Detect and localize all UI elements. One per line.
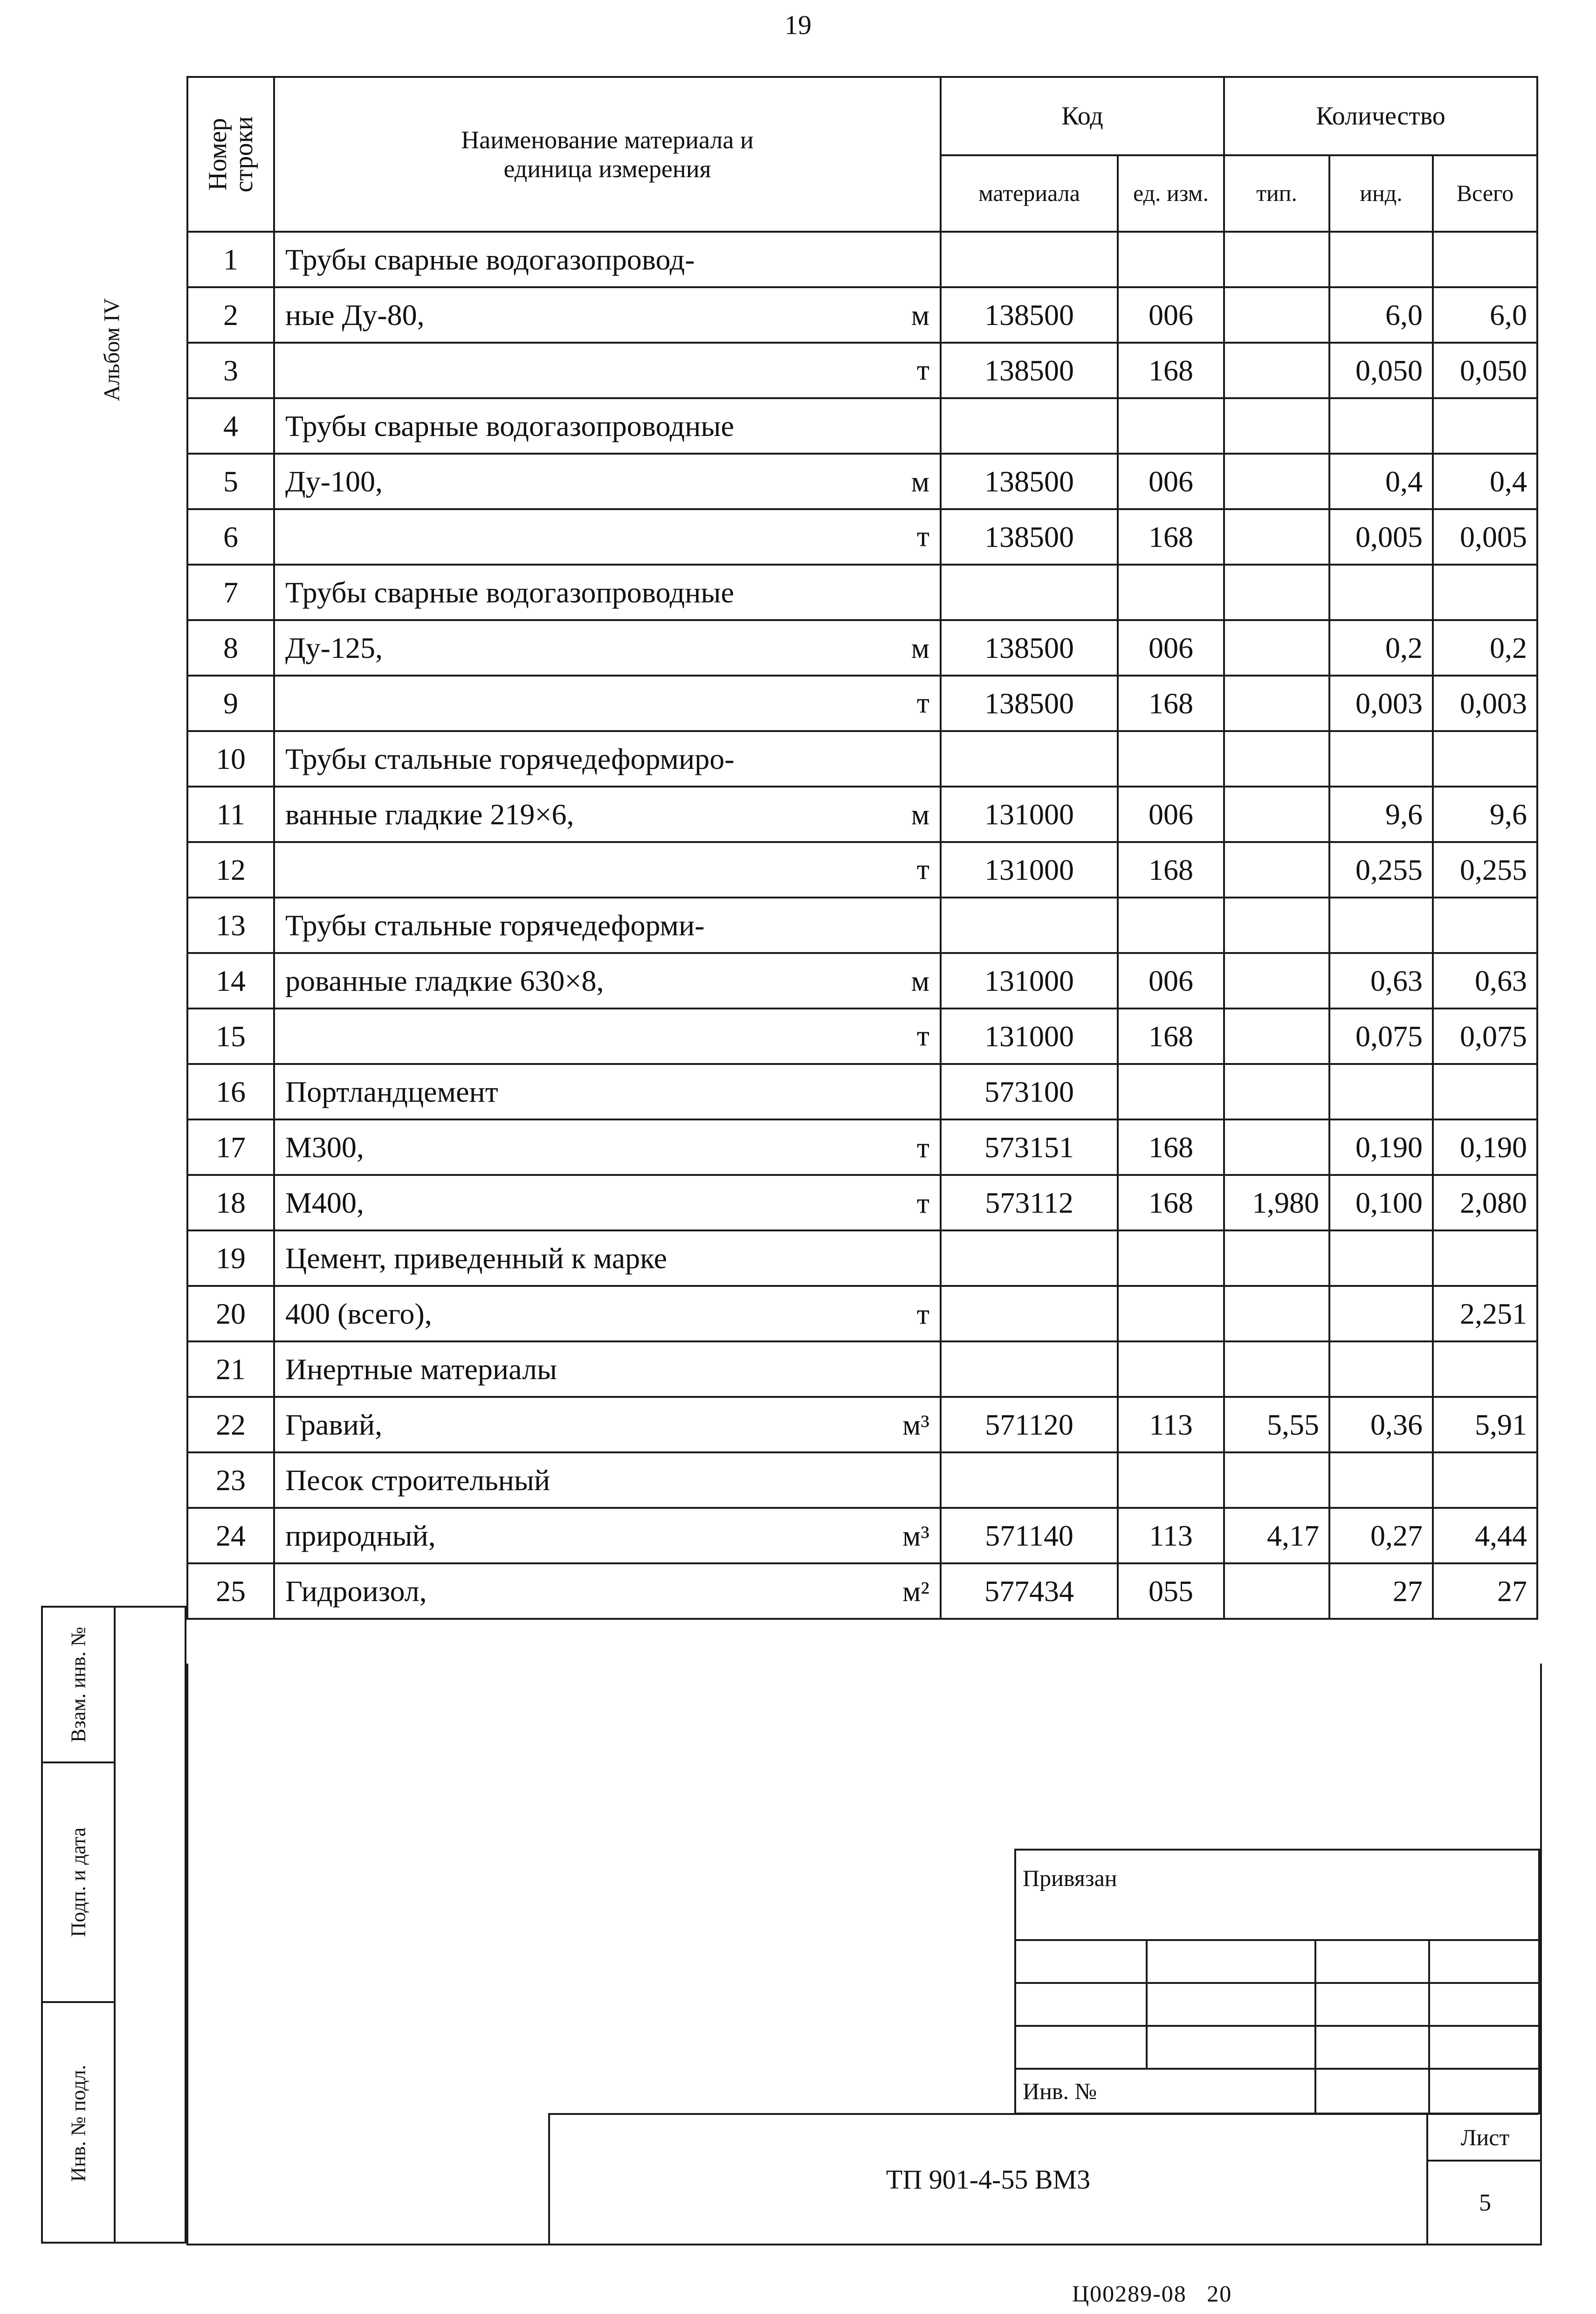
qty-total: 0,003 bbox=[1433, 676, 1537, 731]
material-name-cell bbox=[274, 398, 941, 454]
table-row bbox=[187, 676, 1537, 731]
stamp-cell bbox=[1147, 1983, 1315, 2026]
material-name: М300, bbox=[285, 1130, 364, 1164]
qty-total: 5,91 bbox=[1433, 1397, 1537, 1452]
qty-ind bbox=[1329, 898, 1433, 953]
footer-code: Ц00289-08 20 bbox=[1072, 2280, 1232, 2307]
row-number: 25 bbox=[187, 1563, 274, 1619]
row-number: 5 bbox=[187, 454, 274, 509]
qty-total: 0,190 bbox=[1433, 1119, 1537, 1175]
material-name-cell bbox=[274, 1397, 941, 1452]
table-row bbox=[187, 787, 1537, 842]
qty-total bbox=[1433, 1452, 1537, 1508]
unit-code bbox=[1118, 1064, 1224, 1119]
qty-ind: 0,075 bbox=[1329, 1008, 1433, 1064]
material-code: 131000 bbox=[941, 842, 1118, 898]
stamp-cell bbox=[1315, 2026, 1429, 2069]
unit-code: 006 bbox=[1118, 620, 1224, 676]
table-row bbox=[187, 1452, 1537, 1508]
qty-total: 4,44 bbox=[1433, 1508, 1537, 1563]
material-name: М400, bbox=[285, 1186, 364, 1219]
material-name: Гидроизол, bbox=[285, 1574, 427, 1608]
qty-typ bbox=[1224, 787, 1329, 842]
material-code: 573151 bbox=[941, 1119, 1118, 1175]
qty-ind bbox=[1329, 398, 1433, 454]
material-name-cell bbox=[274, 1508, 941, 1563]
side-strip bbox=[41, 1606, 186, 2244]
material-code bbox=[941, 731, 1118, 787]
row-number: 24 bbox=[187, 1508, 274, 1563]
material-code: 577434 bbox=[941, 1563, 1118, 1619]
qty-total bbox=[1433, 565, 1537, 620]
material-unit: м bbox=[911, 965, 929, 997]
table-row bbox=[187, 509, 1537, 565]
material-code bbox=[941, 565, 1118, 620]
stamp-cell bbox=[1315, 2069, 1429, 2114]
qty-typ bbox=[1224, 1452, 1329, 1508]
qty-typ bbox=[1224, 731, 1329, 787]
table-row bbox=[187, 1397, 1537, 1452]
qty-ind: 0,4 bbox=[1329, 454, 1433, 509]
material-name: Трубы сварные водогазопроводные bbox=[285, 575, 734, 609]
header-material-name: Наименование материала и единица измерения bbox=[274, 77, 941, 232]
qty-total bbox=[1433, 731, 1537, 787]
material-name: Трубы сварные водогазопроводные bbox=[285, 409, 734, 442]
material-code bbox=[941, 1286, 1118, 1341]
material-name-cell bbox=[274, 1230, 941, 1286]
side-strip-inv-podl: Инв. № подл. bbox=[67, 2065, 90, 2182]
material-unit: т bbox=[916, 854, 929, 885]
qty-total: 0,63 bbox=[1433, 953, 1537, 1008]
material-name: Гравий, bbox=[285, 1408, 383, 1441]
material-unit: м bbox=[911, 799, 929, 831]
material-name-cell bbox=[274, 1175, 941, 1230]
header-quantity: Количество bbox=[1224, 77, 1537, 155]
row-number: 7 bbox=[187, 565, 274, 620]
material-name: Цемент, приведенный к марке bbox=[285, 1241, 667, 1275]
material-unit: т bbox=[916, 1132, 929, 1164]
unit-code: 006 bbox=[1118, 287, 1224, 343]
material-name: Ду-125, bbox=[285, 631, 383, 664]
qty-ind: 0,100 bbox=[1329, 1175, 1433, 1230]
row-number: 8 bbox=[187, 620, 274, 676]
material-code: 138500 bbox=[941, 343, 1118, 398]
qty-total: 2,080 bbox=[1433, 1175, 1537, 1230]
unit-code: 168 bbox=[1118, 1008, 1224, 1064]
qty-typ bbox=[1224, 1119, 1329, 1175]
materials-table-body bbox=[187, 232, 1537, 1619]
material-name-cell bbox=[274, 287, 941, 343]
unit-code bbox=[1118, 1341, 1224, 1397]
material-code: 571120 bbox=[941, 1397, 1118, 1452]
qty-ind: 0,63 bbox=[1329, 953, 1433, 1008]
material-name: Трубы стальные горячедеформи- bbox=[285, 908, 705, 942]
material-name-cell bbox=[274, 731, 941, 787]
material-code bbox=[941, 398, 1118, 454]
material-name-cell bbox=[274, 842, 941, 898]
unit-code: 168 bbox=[1118, 1119, 1224, 1175]
material-code bbox=[941, 1230, 1118, 1286]
material-name-cell bbox=[274, 232, 941, 287]
qty-typ bbox=[1224, 232, 1329, 287]
material-name-cell bbox=[274, 1286, 941, 1341]
qty-ind bbox=[1329, 1286, 1433, 1341]
unit-code: 006 bbox=[1118, 787, 1224, 842]
stamp-cell bbox=[1315, 1983, 1429, 2026]
material-name-cell bbox=[274, 898, 941, 953]
material-name: рованные гладкие 630×8, bbox=[285, 964, 604, 997]
unit-code bbox=[1118, 1286, 1224, 1341]
qty-typ bbox=[1224, 454, 1329, 509]
table-row bbox=[187, 620, 1537, 676]
qty-total: 6,0 bbox=[1433, 287, 1537, 343]
table-row bbox=[187, 842, 1537, 898]
material-name-cell bbox=[274, 509, 941, 565]
row-number: 14 bbox=[187, 953, 274, 1008]
row-number: 11 bbox=[187, 787, 274, 842]
qty-ind: 0,190 bbox=[1329, 1119, 1433, 1175]
qty-ind: 0,005 bbox=[1329, 509, 1433, 565]
table-row bbox=[187, 565, 1537, 620]
unit-code bbox=[1118, 1230, 1224, 1286]
material-name: Песок строительный bbox=[285, 1463, 550, 1497]
material-unit: т bbox=[916, 521, 929, 553]
qty-ind bbox=[1329, 1452, 1433, 1508]
unit-code bbox=[1118, 565, 1224, 620]
material-code bbox=[941, 1341, 1118, 1397]
material-code: 573112 bbox=[941, 1175, 1118, 1230]
qty-ind bbox=[1329, 1230, 1433, 1286]
table-row bbox=[187, 287, 1537, 343]
row-number: 20 bbox=[187, 1286, 274, 1341]
unit-code: 055 bbox=[1118, 1563, 1224, 1619]
material-name: Трубы стальные горячедеформиро- bbox=[285, 742, 735, 775]
table-row bbox=[187, 1175, 1537, 1230]
qty-total: 9,6 bbox=[1433, 787, 1537, 842]
side-strip-podp-data: Подп. и дата bbox=[43, 1763, 114, 2003]
unit-code: 113 bbox=[1118, 1508, 1224, 1563]
qty-typ bbox=[1224, 1008, 1329, 1064]
qty-typ bbox=[1224, 620, 1329, 676]
unit-code: 006 bbox=[1118, 953, 1224, 1008]
qty-ind: 0,2 bbox=[1329, 620, 1433, 676]
sheet-number: 5 bbox=[1479, 2189, 1491, 2216]
qty-typ bbox=[1224, 1286, 1329, 1341]
row-number: 1 bbox=[187, 232, 274, 287]
table-row bbox=[187, 1563, 1537, 1619]
row-number: 12 bbox=[187, 842, 274, 898]
sheet-label: Лист bbox=[1428, 2115, 1542, 2162]
table-row bbox=[187, 454, 1537, 509]
qty-total bbox=[1433, 398, 1537, 454]
qty-typ bbox=[1224, 953, 1329, 1008]
materials-table bbox=[186, 76, 1538, 1620]
qty-total: 0,005 bbox=[1433, 509, 1537, 565]
qty-typ: 4,17 bbox=[1224, 1508, 1329, 1563]
qty-total: 0,075 bbox=[1433, 1008, 1537, 1064]
qty-ind: 0,27 bbox=[1329, 1508, 1433, 1563]
unit-code: 168 bbox=[1118, 509, 1224, 565]
stamp-cell bbox=[1015, 1940, 1147, 1983]
unit-code: 006 bbox=[1118, 454, 1224, 509]
qty-typ bbox=[1224, 676, 1329, 731]
material-code: 571140 bbox=[941, 1508, 1118, 1563]
qty-typ bbox=[1224, 509, 1329, 565]
header-code-material: материала bbox=[941, 155, 1118, 232]
unit-code: 168 bbox=[1118, 676, 1224, 731]
row-number: 3 bbox=[187, 343, 274, 398]
unit-code bbox=[1118, 232, 1224, 287]
material-name-cell bbox=[274, 953, 941, 1008]
material-unit: м² bbox=[902, 1575, 929, 1608]
qty-total bbox=[1433, 1064, 1537, 1119]
qty-typ bbox=[1224, 398, 1329, 454]
stamp-cell bbox=[1315, 1940, 1429, 1983]
qty-typ bbox=[1224, 287, 1329, 343]
material-code: 138500 bbox=[941, 454, 1118, 509]
sheet-box bbox=[1426, 2115, 1542, 2244]
material-unit: м³ bbox=[902, 1409, 929, 1441]
table-row bbox=[187, 1341, 1537, 1397]
material-code: 138500 bbox=[941, 287, 1118, 343]
material-unit: м bbox=[911, 299, 929, 332]
qty-total bbox=[1433, 1341, 1537, 1397]
material-code bbox=[941, 1452, 1118, 1508]
qty-total: 2,251 bbox=[1433, 1286, 1537, 1341]
header-code: Код bbox=[941, 77, 1224, 155]
material-name-cell bbox=[274, 620, 941, 676]
material-unit: т bbox=[916, 1187, 929, 1219]
qty-typ bbox=[1224, 898, 1329, 953]
qty-total: 27 bbox=[1433, 1563, 1537, 1619]
unit-code: 168 bbox=[1118, 343, 1224, 398]
material-name: Инертные материалы bbox=[285, 1352, 557, 1386]
row-number: 2 bbox=[187, 287, 274, 343]
table-row bbox=[187, 1286, 1537, 1341]
material-name-cell bbox=[274, 787, 941, 842]
qty-typ bbox=[1224, 1230, 1329, 1286]
table-row bbox=[187, 953, 1537, 1008]
qty-typ: 1,980 bbox=[1224, 1175, 1329, 1230]
qty-total: 0,255 bbox=[1433, 842, 1537, 898]
qty-ind bbox=[1329, 1341, 1433, 1397]
material-code: 138500 bbox=[941, 509, 1118, 565]
row-number: 18 bbox=[187, 1175, 274, 1230]
row-number: 13 bbox=[187, 898, 274, 953]
title-block bbox=[548, 2113, 1538, 2244]
material-name: Портландцемент bbox=[285, 1075, 498, 1108]
material-name-cell bbox=[274, 1008, 941, 1064]
row-number: 22 bbox=[187, 1397, 274, 1452]
qty-ind: 6,0 bbox=[1329, 287, 1433, 343]
album-label-text: Альбом IV bbox=[99, 298, 124, 401]
stamp-cell bbox=[1147, 2026, 1315, 2069]
qty-typ: 5,55 bbox=[1224, 1397, 1329, 1452]
material-name: Ду-100, bbox=[285, 464, 383, 498]
unit-code: 168 bbox=[1118, 842, 1224, 898]
qty-ind bbox=[1329, 731, 1433, 787]
qty-ind: 0,36 bbox=[1329, 1397, 1433, 1452]
unit-code: 113 bbox=[1118, 1397, 1224, 1452]
unit-code bbox=[1118, 898, 1224, 953]
side-strip-vzam-inv: Взам. инв. № bbox=[43, 1608, 114, 1763]
material-name-cell bbox=[274, 1064, 941, 1119]
album-label bbox=[89, 275, 135, 424]
qty-ind: 0,255 bbox=[1329, 842, 1433, 898]
header-row-number: Номер строки bbox=[187, 77, 274, 232]
row-number: 15 bbox=[187, 1008, 274, 1064]
row-number: 23 bbox=[187, 1452, 274, 1508]
qty-typ bbox=[1224, 565, 1329, 620]
header-code-unit: ед. изм. bbox=[1118, 155, 1224, 232]
table-row bbox=[187, 1008, 1537, 1064]
qty-total bbox=[1433, 1230, 1537, 1286]
row-number: 17 bbox=[187, 1119, 274, 1175]
row-number: 21 bbox=[187, 1341, 274, 1397]
stamp-cell bbox=[1015, 2026, 1147, 2069]
material-name: Трубы сварные водогазопровод- bbox=[285, 242, 695, 276]
stamp-inv-no: Инв. № bbox=[1015, 2069, 1315, 2114]
material-name: ванные гладкие 219×6, bbox=[285, 797, 574, 831]
material-code: 131000 bbox=[941, 1008, 1118, 1064]
table-row bbox=[187, 343, 1537, 398]
unit-code bbox=[1118, 398, 1224, 454]
stamp-privyazan: Привязан bbox=[1015, 1850, 1539, 1940]
table-row bbox=[187, 232, 1537, 287]
stamp-cell bbox=[1429, 1940, 1539, 1983]
unit-code: 168 bbox=[1118, 1175, 1224, 1230]
qty-typ bbox=[1224, 1563, 1329, 1619]
qty-total: 0,050 bbox=[1433, 343, 1537, 398]
side-strip-divider bbox=[114, 1608, 116, 2242]
qty-ind bbox=[1329, 565, 1433, 620]
stamp-cell bbox=[1147, 1940, 1315, 1983]
qty-typ bbox=[1224, 1064, 1329, 1119]
stamp-cell bbox=[1429, 2069, 1539, 2114]
qty-ind: 9,6 bbox=[1329, 787, 1433, 842]
material-unit: м bbox=[911, 632, 929, 664]
material-name-cell bbox=[274, 1341, 941, 1397]
material-code bbox=[941, 232, 1118, 287]
material-name-cell bbox=[274, 1563, 941, 1619]
qty-ind: 27 bbox=[1329, 1563, 1433, 1619]
material-unit: т bbox=[916, 1020, 929, 1052]
material-name-cell bbox=[274, 565, 941, 620]
table-row bbox=[187, 1064, 1537, 1119]
material-code: 573100 bbox=[941, 1064, 1118, 1119]
material-code: 131000 bbox=[941, 787, 1118, 842]
document-code: ТП 901-4-55 ВМ3 bbox=[886, 2164, 1091, 2195]
header-qty-total: Всего bbox=[1433, 155, 1537, 232]
qty-ind: 0,003 bbox=[1329, 676, 1433, 731]
material-code: 138500 bbox=[941, 620, 1118, 676]
qty-total bbox=[1433, 898, 1537, 953]
material-name-cell bbox=[274, 676, 941, 731]
row-number: 16 bbox=[187, 1064, 274, 1119]
table-row bbox=[187, 1508, 1537, 1563]
material-code: 138500 bbox=[941, 676, 1118, 731]
qty-typ bbox=[1224, 1341, 1329, 1397]
qty-ind: 0,050 bbox=[1329, 343, 1433, 398]
qty-total: 0,2 bbox=[1433, 620, 1537, 676]
page-number: 19 bbox=[784, 10, 812, 40]
material-unit: т bbox=[916, 1298, 929, 1330]
qty-typ bbox=[1224, 343, 1329, 398]
row-number: 19 bbox=[187, 1230, 274, 1286]
material-name: природный, bbox=[285, 1519, 436, 1552]
material-name: ные Ду-80, bbox=[285, 298, 425, 332]
qty-typ bbox=[1224, 842, 1329, 898]
row-number: 4 bbox=[187, 398, 274, 454]
material-unit: т bbox=[916, 354, 929, 386]
stamp-cell bbox=[1015, 1983, 1147, 2026]
stamp-cell bbox=[1429, 2026, 1539, 2069]
material-code bbox=[941, 898, 1118, 953]
material-unit: т bbox=[916, 687, 929, 719]
row-number: 9 bbox=[187, 676, 274, 731]
header-qty-ind: инд. bbox=[1329, 155, 1433, 232]
material-name-cell bbox=[274, 454, 941, 509]
material-code: 131000 bbox=[941, 953, 1118, 1008]
row-number: 6 bbox=[187, 509, 274, 565]
qty-total bbox=[1433, 232, 1537, 287]
table-row bbox=[187, 731, 1537, 787]
unit-code bbox=[1118, 731, 1224, 787]
unit-code bbox=[1118, 1452, 1224, 1508]
binding-stamp bbox=[1014, 1849, 1540, 2114]
table-row bbox=[187, 898, 1537, 953]
table-row bbox=[187, 1119, 1537, 1175]
material-name-cell bbox=[274, 1119, 941, 1175]
qty-total: 0,4 bbox=[1433, 454, 1537, 509]
stamp-cell bbox=[1429, 1983, 1539, 2026]
material-name: 400 (всего), bbox=[285, 1297, 432, 1330]
table-row bbox=[187, 398, 1537, 454]
material-name-cell bbox=[274, 343, 941, 398]
material-unit: м³ bbox=[902, 1520, 929, 1552]
row-number: 10 bbox=[187, 731, 274, 787]
header-qty-typ: тип. bbox=[1224, 155, 1329, 232]
table-row bbox=[187, 1230, 1537, 1286]
qty-ind bbox=[1329, 1064, 1433, 1119]
qty-ind bbox=[1329, 232, 1433, 287]
material-name-cell bbox=[274, 1452, 941, 1508]
material-unit: м bbox=[911, 466, 929, 498]
